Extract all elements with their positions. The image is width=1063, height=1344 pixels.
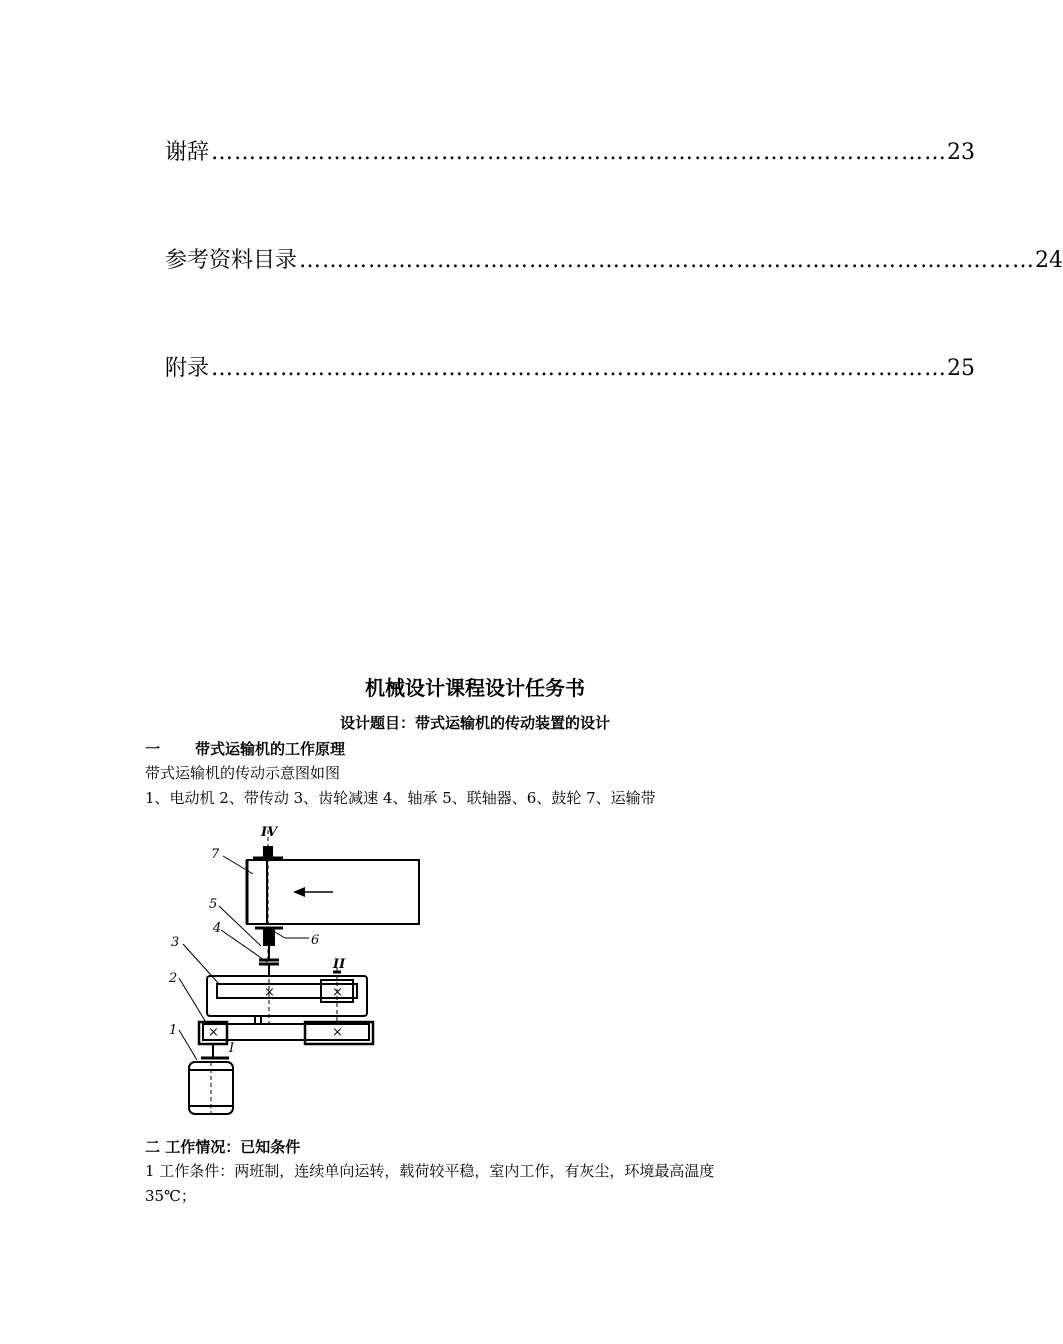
shaft-label-iv: IV <box>261 825 278 840</box>
working-conditions-line-cont: 35℃； <box>145 1187 196 1205</box>
toc-leader: …………………………………………………………………………………… <box>211 356 948 381</box>
section-heading-1 <box>145 738 345 759</box>
bearing-mark: × <box>264 985 275 1000</box>
toc-title: 附录 <box>165 356 210 381</box>
toc-page-number: 25 <box>947 356 976 381</box>
design-topic: 设计题目：带式运输机的传动装置的设计 <box>339 714 610 732</box>
shaft-label-i: I <box>229 1041 235 1056</box>
label-belt-drive-2: 2 <box>169 971 178 986</box>
bearing-mark: × <box>332 985 343 1000</box>
working-conditions-line: 1 工作条件：两班制，连续单向运转，载荷较平稳，室内工作，有灰尘，环境最高温度 <box>145 1162 715 1180</box>
toc-page-number: 24 <box>1035 248 1063 273</box>
section-heading-2: 二 工作情况：已知条件 <box>145 1138 301 1156</box>
label-motor-1: 1 <box>169 1023 178 1038</box>
transmission-schematic <box>145 812 435 1124</box>
toc-leader: …………………………………………………………………………………… <box>299 248 1036 273</box>
label-reducer-3: 3 <box>171 935 180 950</box>
label-drum-6: 6 <box>311 933 320 948</box>
document-title: 机械设计课程设计任务书 <box>365 676 585 700</box>
toc-page-number: 23 <box>947 140 976 165</box>
section-title: 带式运输机的工作原理 <box>195 740 346 758</box>
bearing-mark: × <box>332 1025 343 1040</box>
toc-leader: …………………………………………………………………………………… <box>211 140 948 165</box>
toc-entry-appendix[interactable] <box>165 350 976 384</box>
body-text-line: 带式运输机的传动示意图如图 <box>145 764 341 782</box>
toc-entry-references[interactable] <box>165 242 1063 276</box>
toc-entry-acknowledgement[interactable] <box>165 134 976 168</box>
section-number: 一 <box>145 740 161 758</box>
bearing-mark: × <box>208 1025 219 1040</box>
label-coupling-5: 5 <box>209 897 218 912</box>
label-conveyor-7: 7 <box>211 847 220 862</box>
label-bearing-4: 4 <box>213 921 222 936</box>
toc-title: 参考资料目录 <box>165 248 298 273</box>
toc-title: 谢辞 <box>165 140 210 165</box>
shaft-label-ii: II <box>333 957 346 972</box>
component-list: 1、电动机 2、带传动 3、齿轮减速 4、轴承 5、联轴器、6、鼓轮 7、运输带 <box>145 789 656 807</box>
